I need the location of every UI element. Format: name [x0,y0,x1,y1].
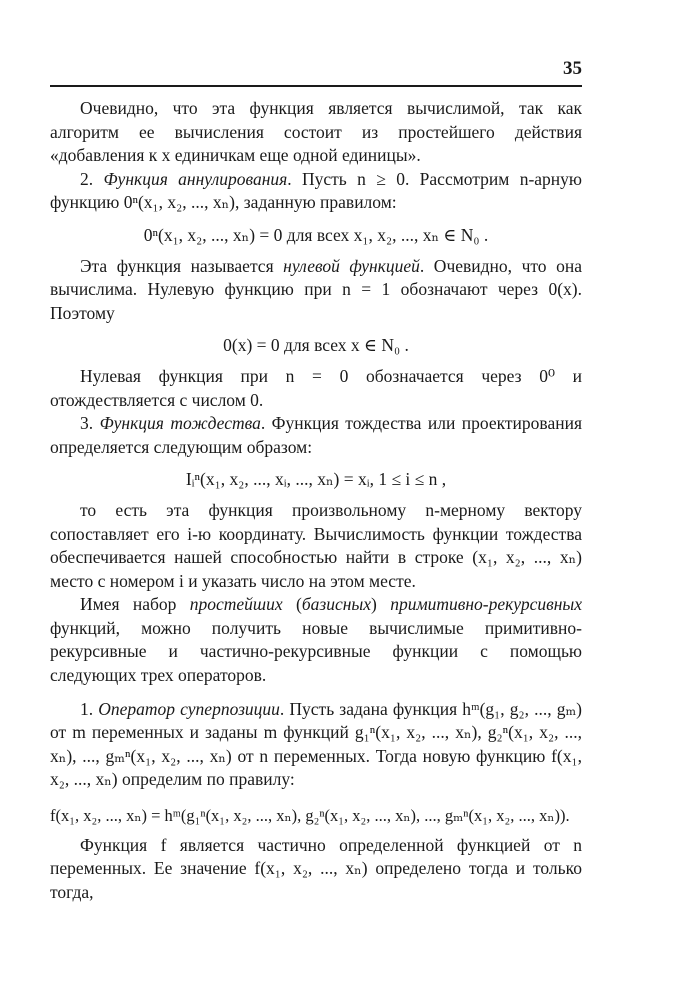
formula-zero-function: 0ⁿ(x₁, x₂, ..., xₙ) = 0 для всех x₁, x₂, ..., xₙ ∈ N₀ . [143,224,489,245]
formula-zero-x: 0(x) = 0 для всех x ∈ N₀ . [223,335,409,356]
paragraph-8: 1. Оператор суперпозиции. Пусть задана функция hᵐ(g₁, g₂, ..., gₘ) от m переменных и заданы m функций g₁ⁿ(x₁, x₂, ..., xₙ), g₂ⁿ(x₁, x₂, ..., xₙ), ..., gₘⁿ(x₁, x₂, ..., xₙ) от n переменных. Тогда новую функцию f(x₁, x₂, ..., xₙ) определим по правилу: [50,698,582,790]
term-zero-function: нулевой функцией [283,255,420,276]
paragraph-7: Имея набор простейших (базисных) примитивно-рекурсивных функций, можно получить новые вычислимые примитивно-рекурсивные и частично-рекурсивные функции с помощью следующих трех операторов. [50,594,583,686]
formula-superposition: f(x₁, x₂, ..., xₙ) = hᵐ(g₁ⁿ(x₁, x₂, ..., xₙ), g₂ⁿ(x₁, x₂, ..., xₙ), ..., gₘⁿ(x₁, x₂, ..., xₙ)). [50,806,570,826]
page-number: 35 [563,58,582,79]
paragraph-4: Нулевая функция при n = 0 обозначается через 0⁰ и отождествляется с числом 0. [50,365,582,410]
item-number: 3. [80,413,94,434]
term-annihilation-function: Функция аннулирования [103,168,288,189]
page-body [50,97,582,904]
formula-projection: Iᵢⁿ(x₁, x₂, ..., xᵢ, ..., xₙ) = xᵢ, 1 ≤ i ≤ n , [185,469,447,490]
header-rule [50,85,582,87]
item-number: 1. [80,698,94,719]
paragraph-3: Эта функция называется нулевой функцией. Очевидно, что она вычислима. Нулевую функцию при n = 1 обозначают через 0(x). Поэтому [50,255,582,323]
paragraph-9: Функция f является частично определенной функцией от n переменных. Ее значение f(x₁, x₂, ..., xₙ) определено тогда и только тогда, [50,834,582,902]
term-superposition-operator: Оператор суперпозиции [98,698,280,719]
paragraph-5: 3. Функция тождества. Функция тождества или проектирования определяется следующим образом: [50,413,583,457]
paragraph-2-text: . Пусть n ≥ 0. Рассмотрим n-арную функцию 0ⁿ(x₁, x₂, ..., xₙ), заданную правилом: [50,168,582,213]
item-number: 2. [80,168,94,189]
paragraph-1: Очевидно, что эта функция является вычислимой, так как алгоритм ее вычисления состоит из простейшего действия «добавления к x единичкам еще одной единицы». [50,98,582,166]
paragraph-2 [50,168,582,215]
term-identity-function: Функция тождества [99,413,261,434]
paragraph-6: то есть эта функция произвольному n-мерному вектору сопоставляет его i-ю координату. Вычислимость функции тождества обеспечивается нашей способностью найти в строке (x₁, x₂, ..., xₙ) место с номером i и указать число на этом месте. [50,499,582,591]
